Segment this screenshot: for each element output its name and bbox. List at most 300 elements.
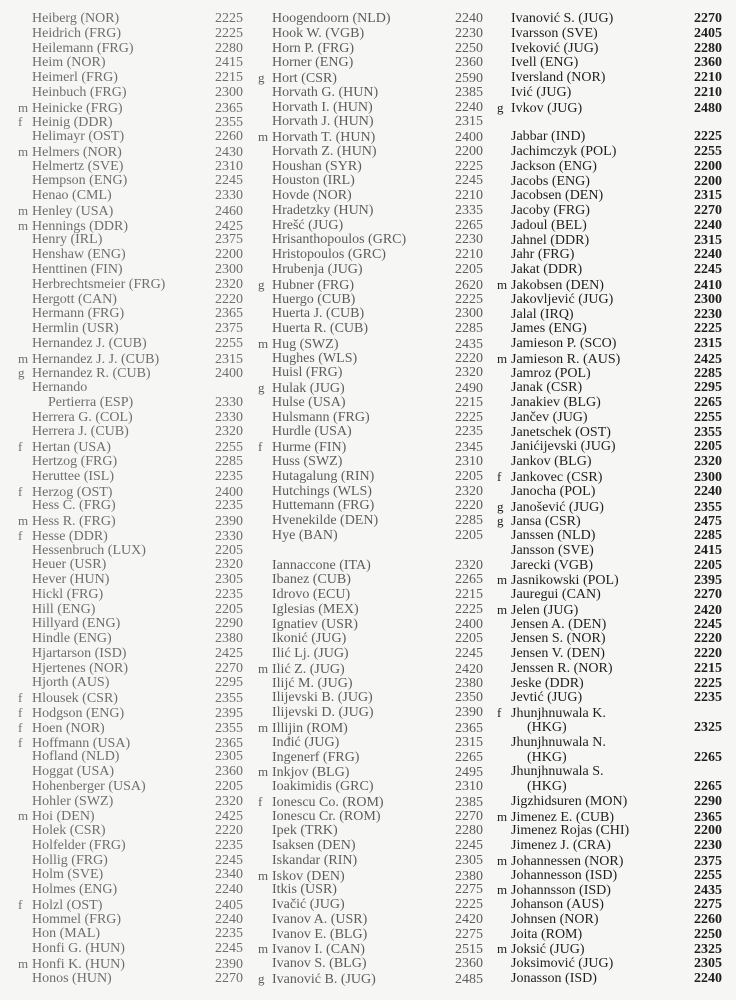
player-name: Jensen S. (NOR) bbox=[511, 631, 606, 647]
player-entry bbox=[497, 898, 722, 913]
player-name: Hillyard (ENG) bbox=[32, 616, 121, 632]
player-rating: 2380 bbox=[455, 868, 483, 884]
player-rating: 2435 bbox=[694, 883, 722, 899]
player-entry bbox=[497, 426, 722, 441]
player-entry bbox=[497, 706, 722, 721]
player-entry bbox=[18, 366, 243, 381]
player-entry bbox=[497, 736, 722, 751]
player-entry bbox=[18, 691, 243, 706]
player-rating: 2220 bbox=[215, 823, 243, 839]
player-title: g bbox=[497, 513, 504, 529]
player-entry bbox=[18, 676, 243, 691]
player-title: m bbox=[18, 143, 29, 159]
player-rating: 2375 bbox=[215, 232, 243, 248]
player-entry bbox=[18, 293, 243, 308]
player-title: f bbox=[497, 468, 502, 484]
player-entry bbox=[258, 425, 483, 440]
player-rating: 2390 bbox=[215, 957, 243, 972]
player-name: Jakat (DDR) bbox=[511, 262, 583, 278]
player-title: f bbox=[18, 704, 23, 720]
player-rating: 2235 bbox=[694, 690, 722, 706]
player-rating: 2400 bbox=[455, 130, 483, 146]
player-name: Hoffmann (USA) bbox=[32, 735, 131, 751]
player-entry bbox=[497, 765, 722, 780]
player-rating: 2425 bbox=[694, 351, 722, 367]
player-entry bbox=[497, 883, 722, 898]
player-name: Hoi (DEN) bbox=[32, 809, 95, 825]
player-entry bbox=[497, 559, 722, 574]
player-entry bbox=[18, 27, 243, 42]
player-name: Hradetzky (HUN) bbox=[272, 202, 374, 218]
player-name: Holek (CSR) bbox=[32, 823, 106, 839]
player-entry bbox=[18, 455, 243, 470]
player-rating: 2300 bbox=[694, 291, 722, 307]
player-rating: 2280 bbox=[694, 40, 722, 56]
player-name: Heinig (DDR) bbox=[32, 115, 113, 131]
player-entry bbox=[258, 706, 483, 721]
player-entry bbox=[18, 307, 243, 322]
player-rating: 2205 bbox=[694, 557, 722, 573]
player-rating: 2340 bbox=[215, 867, 243, 883]
player-rating: 2325 bbox=[694, 942, 722, 958]
player-name: Hempson (ENG) bbox=[32, 173, 128, 189]
player-name: Jhunjhnuwala K. bbox=[511, 706, 606, 722]
player-entry bbox=[497, 56, 722, 71]
player-entry bbox=[18, 514, 243, 529]
player-entry bbox=[258, 174, 483, 189]
player-title: m bbox=[258, 764, 269, 780]
player-entry bbox=[18, 824, 243, 839]
player-name: Hollig (FRG) bbox=[32, 852, 108, 868]
player-title: f bbox=[258, 439, 263, 455]
player-name: Hernando bbox=[32, 380, 88, 396]
player-name: Ivell (ENG) bbox=[511, 55, 579, 71]
player-name: Janićijevski (JUG) bbox=[511, 439, 616, 455]
player-entry bbox=[258, 455, 483, 470]
player-rating: 2245 bbox=[215, 941, 243, 957]
player-rating: 2205 bbox=[455, 527, 483, 543]
player-name: Hlousek (CSR) bbox=[32, 691, 118, 707]
player-rating: 2285 bbox=[694, 365, 722, 381]
player-name: Hickl (FRG) bbox=[32, 586, 104, 602]
player-entry bbox=[497, 293, 722, 308]
player-entry bbox=[18, 957, 243, 972]
player-name: Johannsson (ISD) bbox=[511, 883, 611, 899]
player-rating: 2220 bbox=[694, 646, 722, 662]
player-entry bbox=[258, 101, 483, 116]
player-entry bbox=[18, 721, 243, 736]
player-entry bbox=[497, 308, 722, 323]
player-name: Hodgson (ENG) bbox=[32, 705, 125, 721]
player-entry bbox=[497, 928, 722, 943]
player-name: Hovde (NOR) bbox=[272, 188, 352, 204]
player-entry bbox=[497, 86, 722, 101]
player-entry bbox=[258, 233, 483, 248]
player-rating: 2285 bbox=[694, 528, 722, 544]
player-entry bbox=[497, 189, 722, 204]
player-entry bbox=[497, 795, 722, 810]
player-entry bbox=[18, 942, 243, 957]
player-entry bbox=[497, 440, 722, 455]
player-entry bbox=[258, 130, 483, 145]
player-rating: 2225 bbox=[694, 321, 722, 337]
player-name: Jonasson (ISD) bbox=[511, 971, 597, 986]
player-name: Jacoby (FRG) bbox=[511, 203, 590, 219]
player-rating: 2270 bbox=[455, 808, 483, 824]
player-name: Jahr (FRG) bbox=[511, 247, 575, 263]
player-entry bbox=[497, 544, 722, 559]
player-rating: 2225 bbox=[455, 291, 483, 307]
player-name: Heruttee (ISL) bbox=[32, 468, 115, 484]
player-name: Huttemann (FRG) bbox=[272, 498, 375, 514]
player-name: Iskandar (RIN) bbox=[272, 852, 358, 868]
player-entry bbox=[258, 810, 483, 825]
column-3 bbox=[497, 12, 722, 987]
player-rating: 2405 bbox=[694, 25, 722, 41]
player-title: m bbox=[497, 852, 508, 868]
player-rating: 2265 bbox=[694, 395, 722, 411]
player-rating: 2290 bbox=[694, 793, 722, 809]
player-name: Helmertz (SVE) bbox=[32, 158, 124, 174]
player-name: James (ENG) bbox=[511, 321, 587, 337]
player-rating: 2400 bbox=[215, 366, 243, 382]
player-name: Heiberg (NOR) bbox=[32, 11, 120, 26]
player-entry bbox=[497, 204, 722, 219]
player-name: Hernandez J. J. (CUB) bbox=[32, 351, 160, 367]
player-entry bbox=[258, 278, 483, 293]
player-entry bbox=[18, 71, 243, 86]
player-rating: 2210 bbox=[694, 84, 722, 100]
player-name: Hohenberger (USA) bbox=[32, 778, 146, 794]
player-name: Ivačić (JUG) bbox=[272, 897, 345, 913]
player-name: Hrešć (JUG) bbox=[272, 217, 344, 233]
player-entry bbox=[258, 499, 483, 514]
player-entry bbox=[18, 558, 243, 573]
player-name: Ivanović B. (JUG) bbox=[272, 972, 376, 987]
player-entry bbox=[258, 263, 483, 278]
player-entry bbox=[18, 233, 243, 248]
player-title: m bbox=[18, 217, 29, 233]
player-rating: 2460 bbox=[215, 203, 243, 219]
player-entry bbox=[258, 204, 483, 219]
player-name: Jelen (JUG) bbox=[511, 602, 579, 618]
player-rating: 2205 bbox=[694, 439, 722, 455]
player-name: Ilić Lj. (JUG) bbox=[272, 646, 349, 662]
player-entry bbox=[18, 603, 243, 618]
player-name: Holfelder (FRG) bbox=[32, 837, 126, 853]
player-name: Jacobsen (DEN) bbox=[511, 188, 604, 204]
player-name: Illijin (ROM) bbox=[272, 720, 348, 736]
player-title: m bbox=[18, 956, 29, 971]
player-entry bbox=[497, 854, 722, 869]
player-name: Jeske (DDR) bbox=[511, 675, 584, 691]
player-rating: 2215 bbox=[215, 70, 243, 86]
player-title: f bbox=[18, 114, 23, 130]
player-name: Jhunjhnuwala S. bbox=[511, 764, 604, 780]
player-rating: 2220 bbox=[455, 350, 483, 366]
player-entry bbox=[258, 470, 483, 485]
player-rating: 2295 bbox=[694, 380, 722, 396]
player-rating: 2270 bbox=[694, 203, 722, 219]
player-rating: 2205 bbox=[455, 631, 483, 647]
player-entry bbox=[497, 263, 722, 278]
player-name: Ilijć M. (JUG) bbox=[272, 675, 353, 691]
player-name: Ivanov E. (BLG) bbox=[272, 926, 368, 942]
player-rating: 2300 bbox=[455, 306, 483, 322]
player-entry bbox=[258, 514, 483, 529]
player-rating: 2305 bbox=[694, 956, 722, 972]
player-name: Horvath T. (HUN) bbox=[272, 130, 376, 146]
player-rating: 2390 bbox=[215, 514, 243, 530]
player-name: Iveković (JUG) bbox=[511, 40, 599, 56]
player-rating: 2225 bbox=[455, 409, 483, 425]
player-entry bbox=[497, 381, 722, 396]
player-rating: 2205 bbox=[215, 542, 243, 558]
player-name: Jamroz (POL) bbox=[511, 365, 591, 381]
player-name: Jamieson P. (SCO) bbox=[511, 336, 617, 352]
player-entry bbox=[497, 588, 722, 603]
player-entry bbox=[18, 839, 243, 854]
player-rating: 2225 bbox=[215, 11, 243, 26]
player-entry bbox=[18, 854, 243, 869]
player-rating: 2265 bbox=[694, 779, 722, 795]
player-entry bbox=[258, 780, 483, 795]
player-name: Ilić Z. (JUG) bbox=[272, 661, 345, 677]
player-entry bbox=[18, 160, 243, 175]
player-name: Johnsen (NOR) bbox=[511, 911, 599, 927]
player-rating: 2235 bbox=[215, 468, 243, 484]
player-name: Jančev (JUG) bbox=[511, 409, 588, 425]
player-title: f bbox=[18, 734, 23, 750]
player-entry bbox=[18, 499, 243, 514]
player-name: Ionescu Co. (ROM) bbox=[272, 794, 384, 810]
player-name: Hjertenes (NOR) bbox=[32, 660, 129, 676]
player-title: m bbox=[497, 808, 508, 824]
player-rating: 2425 bbox=[215, 809, 243, 825]
player-name: Hristopoulos (GRC) bbox=[272, 247, 386, 263]
player-entry bbox=[258, 721, 483, 736]
player-name: Jansa (CSR) bbox=[511, 514, 581, 530]
player-entry bbox=[18, 411, 243, 426]
player-entry bbox=[497, 101, 722, 116]
player-name: Janošević (JUG) bbox=[511, 499, 604, 515]
player-entry bbox=[18, 927, 243, 942]
player-rating: 2430 bbox=[215, 144, 243, 160]
player-entry bbox=[258, 603, 483, 618]
player-name: Ikonić (JUG) bbox=[272, 631, 347, 647]
player-rating: 2320 bbox=[215, 793, 243, 809]
player-name: Iglesias (MEX) bbox=[272, 601, 359, 617]
player-rating: 2395 bbox=[694, 573, 722, 589]
player-rating: 2300 bbox=[694, 469, 722, 485]
player-rating: 2300 bbox=[215, 262, 243, 278]
player-entry bbox=[497, 145, 722, 160]
player-rating: 2285 bbox=[455, 513, 483, 529]
player-title: m bbox=[258, 867, 269, 883]
player-name: Hvenekilde (DEN) bbox=[272, 513, 379, 529]
player-name: Horner (ENG) bbox=[272, 55, 354, 71]
player-rating: 2240 bbox=[694, 247, 722, 263]
player-entry bbox=[497, 455, 722, 470]
player-name: Huisl (FRG) bbox=[272, 365, 343, 381]
player-name: Hurme (FIN) bbox=[272, 440, 347, 456]
player-entry bbox=[497, 234, 722, 249]
player-title: f bbox=[18, 483, 23, 499]
player-name: Huergo (CUB) bbox=[272, 291, 356, 307]
player-entry bbox=[258, 293, 483, 308]
player-name: Ibanez (CUB) bbox=[272, 572, 351, 588]
player-rating: 2315 bbox=[694, 188, 722, 204]
player-rating: 2590 bbox=[455, 71, 483, 87]
player-name: Ioakimidis (GRC) bbox=[272, 779, 374, 795]
player-rating: 2335 bbox=[455, 202, 483, 218]
player-rating: 2250 bbox=[455, 40, 483, 56]
player-rating: 2365 bbox=[215, 306, 243, 322]
player-entry bbox=[258, 219, 483, 234]
player-name: Johanson (AUS) bbox=[511, 897, 604, 913]
player-name: Horvath I. (HUN) bbox=[272, 99, 373, 115]
player-name: Jalal (IRQ) bbox=[511, 306, 574, 322]
player-rating: 2255 bbox=[694, 144, 722, 160]
player-rating: 2325 bbox=[694, 719, 722, 735]
player-entry bbox=[258, 248, 483, 263]
player-entry bbox=[497, 942, 722, 957]
player-name: Henttinen (FIN) bbox=[32, 262, 123, 278]
player-name: Jimenez E. (CUB) bbox=[511, 809, 615, 825]
player-name: Ilijevski B. (JUG) bbox=[272, 690, 373, 706]
player-title: f bbox=[18, 527, 23, 543]
player-rating: 2515 bbox=[455, 942, 483, 958]
player-entry bbox=[497, 160, 722, 175]
player-name: Heimerl (FRG) bbox=[32, 70, 118, 86]
player-rating: 2380 bbox=[215, 631, 243, 647]
player-entry bbox=[18, 219, 243, 234]
player-rating: 2320 bbox=[455, 557, 483, 573]
player-rating: 2245 bbox=[455, 838, 483, 854]
player-rating: 2240 bbox=[215, 882, 243, 898]
player-entry bbox=[18, 529, 243, 544]
player-entry bbox=[497, 618, 722, 633]
player-entry bbox=[258, 632, 483, 647]
player-rating: 2420 bbox=[455, 911, 483, 927]
player-name: (HKG) bbox=[527, 749, 567, 765]
player-rating: 2205 bbox=[455, 468, 483, 484]
player-name: Jimenez Rojas (CHI) bbox=[511, 823, 630, 839]
player-entry bbox=[497, 647, 722, 662]
player-entry bbox=[18, 396, 243, 411]
player-rating: 2235 bbox=[215, 498, 243, 514]
player-entry bbox=[497, 573, 722, 588]
player-name: Jensen V. (DEN) bbox=[511, 646, 605, 662]
player-name: Herzog (OST) bbox=[32, 484, 113, 500]
player-rating: 2415 bbox=[694, 542, 722, 558]
player-name: Jankovec (CSR) bbox=[511, 469, 603, 485]
player-entry bbox=[258, 751, 483, 766]
player-rating: 2215 bbox=[694, 660, 722, 676]
player-name: Janocha (POL) bbox=[511, 483, 596, 499]
player-name: Henshaw (ENG) bbox=[32, 247, 126, 263]
player-rating: 2475 bbox=[694, 514, 722, 530]
player-rating: 2265 bbox=[455, 217, 483, 233]
player-name: Iskov (DEN) bbox=[272, 868, 345, 884]
player-rating: 2395 bbox=[215, 705, 243, 721]
player-entry bbox=[18, 248, 243, 263]
player-entry bbox=[18, 765, 243, 780]
player-rating: 2225 bbox=[694, 675, 722, 691]
player-entry bbox=[18, 617, 243, 632]
player-title: m bbox=[18, 99, 29, 115]
player-entry bbox=[258, 588, 483, 603]
player-entry bbox=[18, 809, 243, 824]
player-name: Jauregui (CAN) bbox=[511, 587, 601, 603]
player-rating: 2245 bbox=[455, 646, 483, 662]
player-rating: 2305 bbox=[215, 572, 243, 588]
player-entry bbox=[18, 898, 243, 913]
player-name: Hernandez R. (CUB) bbox=[32, 366, 151, 382]
player-rating: 2365 bbox=[215, 100, 243, 116]
player-rating: 2360 bbox=[694, 55, 722, 71]
player-name: Hommel (FRG) bbox=[32, 911, 122, 927]
player-entry bbox=[18, 86, 243, 101]
column-1 bbox=[18, 12, 243, 987]
player-entry bbox=[18, 130, 243, 145]
player-rating: 2230 bbox=[455, 232, 483, 248]
player-name: Hesse (DDR) bbox=[32, 528, 108, 544]
player-title: m bbox=[258, 941, 269, 957]
player-name: Ivkov (JUG) bbox=[511, 100, 583, 116]
player-name: Jadoul (BEL) bbox=[511, 217, 587, 233]
player-entry bbox=[258, 411, 483, 426]
player-entry bbox=[497, 485, 722, 500]
player-name: (HKG) bbox=[527, 779, 567, 795]
player-entry bbox=[497, 810, 722, 825]
player-rating: 2245 bbox=[694, 262, 722, 278]
player-rating: 2225 bbox=[455, 601, 483, 617]
player-name: Jakovljević (JUG) bbox=[511, 291, 614, 307]
player-name: Ivanov A. (USR) bbox=[272, 911, 368, 927]
player-entry bbox=[258, 647, 483, 662]
player-rating: 2320 bbox=[455, 483, 483, 499]
player-entry bbox=[18, 278, 243, 293]
player-rating: 2375 bbox=[215, 321, 243, 337]
player-entry bbox=[258, 366, 483, 381]
player-name: Hoogendoorn (NLD) bbox=[272, 11, 391, 26]
player-entry bbox=[258, 42, 483, 57]
player-name: Jamieson R. (AUS) bbox=[511, 351, 621, 367]
player-rating: 2220 bbox=[215, 291, 243, 307]
player-name: Horvath G. (HUN) bbox=[272, 84, 379, 100]
player-rating: 2330 bbox=[215, 394, 243, 410]
player-rating: 2255 bbox=[694, 867, 722, 883]
player-rating: 2365 bbox=[455, 720, 483, 736]
player-name: Hulak (JUG) bbox=[272, 381, 345, 397]
player-name: (HKG) bbox=[527, 719, 567, 735]
player-rating: 2200 bbox=[694, 823, 722, 839]
player-rating: 2255 bbox=[694, 409, 722, 425]
player-rating: 2250 bbox=[694, 926, 722, 942]
player-rating: 2385 bbox=[455, 794, 483, 810]
player-entry bbox=[497, 529, 722, 544]
player-rating: 2240 bbox=[455, 11, 483, 26]
player-name: Hoggat (USA) bbox=[32, 764, 115, 780]
player-entry bbox=[258, 573, 483, 588]
player-entry bbox=[497, 972, 722, 987]
player-name: Hulsmann (FRG) bbox=[272, 409, 370, 425]
player-rating: 2300 bbox=[215, 84, 243, 100]
player-rating: 2490 bbox=[455, 381, 483, 397]
player-rating: 2205 bbox=[455, 262, 483, 278]
player-rating: 2315 bbox=[215, 351, 243, 367]
